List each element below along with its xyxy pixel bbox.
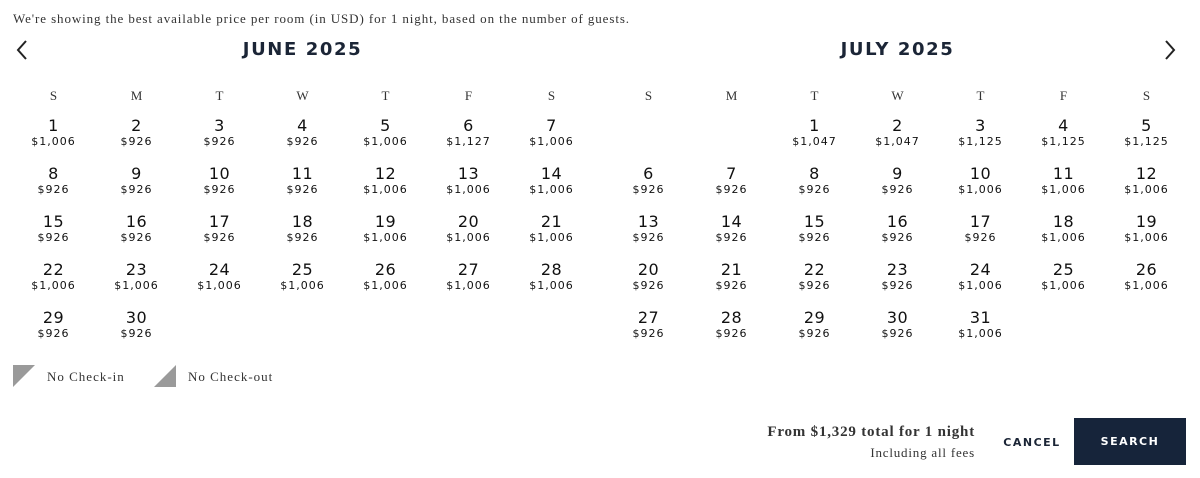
calendar-day[interactable] [178, 163, 261, 207]
calendar-day[interactable] [427, 163, 510, 207]
day-price: $926 [632, 327, 665, 340]
calendar-day[interactable] [856, 307, 939, 351]
day-price: $926 [881, 327, 914, 340]
legend-label: No Check-in [47, 369, 125, 384]
day-number: 13 [457, 164, 480, 183]
day-number: 2 [131, 116, 142, 135]
day-price: $1,006 [114, 279, 159, 292]
no-checkout-triangle-icon [154, 365, 176, 387]
day-price: $1,006 [1041, 231, 1086, 244]
day-price: $1,006 [446, 183, 491, 196]
day-price: $926 [632, 183, 665, 196]
day-number: 4 [297, 116, 308, 135]
calendar-day[interactable] [261, 163, 344, 207]
calendar-day[interactable] [856, 163, 939, 207]
day-price: $1,006 [529, 279, 574, 292]
day-price: $1,127 [446, 135, 491, 148]
day-number: 2 [892, 116, 903, 135]
weekday-header: W [296, 88, 309, 103]
day-number: 27 [637, 308, 660, 327]
day-price: $926 [203, 183, 236, 196]
weekday-header: W [891, 88, 904, 103]
day-number: 23 [125, 260, 148, 279]
day-price: $1,006 [529, 135, 574, 148]
day-price: $926 [286, 183, 319, 196]
day-price: $926 [798, 327, 831, 340]
day-number: 14 [540, 164, 563, 183]
day-number: 21 [720, 260, 743, 279]
calendar-day[interactable] [12, 115, 95, 159]
day-number: 29 [803, 308, 826, 327]
day-price: $926 [798, 183, 831, 196]
day-number: 24 [208, 260, 231, 279]
calendar-day[interactable] [510, 259, 593, 303]
calendar-day[interactable] [690, 163, 773, 207]
price-note: We're showing the best available price per room (in USD) for 1 night, based on the number of guests. [13, 11, 630, 26]
day-number: 19 [374, 212, 397, 231]
day-number: 30 [886, 308, 909, 327]
day-price: $926 [120, 183, 153, 196]
day-price: $926 [715, 183, 748, 196]
calendar-day[interactable] [856, 259, 939, 303]
day-number: 26 [1135, 260, 1158, 279]
day-number: 30 [125, 308, 148, 327]
calendar-day[interactable] [690, 307, 773, 351]
day-price: $926 [632, 231, 665, 244]
weekday-header: S [49, 88, 58, 103]
calendar-day[interactable] [427, 115, 510, 159]
day-price: $1,006 [958, 279, 1003, 292]
day-price: $1,047 [792, 135, 837, 148]
day-number: 1 [809, 116, 820, 135]
day-price: $926 [881, 279, 914, 292]
weekday-header: S [644, 88, 653, 103]
day-number: 25 [1052, 260, 1075, 279]
day-number: 19 [1135, 212, 1158, 231]
calendar-day[interactable] [690, 259, 773, 303]
day-number: 13 [637, 212, 660, 231]
day-number: 23 [886, 260, 909, 279]
calendar-day[interactable] [1022, 259, 1105, 303]
day-number: 11 [291, 164, 314, 183]
calendar-day[interactable] [95, 211, 178, 255]
calendar-day[interactable] [95, 307, 178, 351]
calendar-day[interactable] [12, 211, 95, 255]
day-number: 18 [1052, 212, 1075, 231]
day-number: 4 [1058, 116, 1069, 135]
weekday-header: T [976, 88, 985, 103]
fees-note: Including all fees [870, 445, 975, 460]
day-number: 26 [374, 260, 397, 279]
day-number: 21 [540, 212, 563, 231]
calendar-day[interactable] [690, 211, 773, 255]
weekday-header: F [1059, 88, 1068, 103]
day-price: $926 [715, 279, 748, 292]
weekday-header: M [130, 88, 143, 103]
day-number: 25 [291, 260, 314, 279]
day-price: $1,006 [1041, 183, 1086, 196]
calendar-day[interactable] [607, 211, 690, 255]
calendar-day[interactable] [1105, 259, 1188, 303]
legend-label: No Check-out [188, 369, 274, 384]
day-price: $1,125 [1041, 135, 1086, 148]
calendar-day[interactable] [344, 259, 427, 303]
day-price: $1,006 [31, 135, 76, 148]
calendar-day[interactable] [1022, 115, 1105, 159]
day-number: 24 [969, 260, 992, 279]
day-price: $926 [798, 231, 831, 244]
day-number: 22 [42, 260, 65, 279]
day-price: $1,006 [363, 135, 408, 148]
calendar-day[interactable] [1105, 115, 1188, 159]
calendar-day[interactable] [510, 211, 593, 255]
calendar-day[interactable] [95, 115, 178, 159]
day-number: 15 [803, 212, 826, 231]
day-price: $926 [881, 183, 914, 196]
total-price: From $1,329 total for 1 night [767, 424, 975, 440]
day-price: $1,125 [958, 135, 1003, 148]
price-summary [767, 424, 975, 461]
day-price: $1,006 [31, 279, 76, 292]
calendar-day[interactable] [1105, 211, 1188, 255]
calendar-day[interactable] [773, 115, 856, 159]
day-price: $1,006 [529, 183, 574, 196]
day-number: 17 [969, 212, 992, 231]
search-button[interactable]: SEARCH [1074, 418, 1186, 465]
day-number: 8 [809, 164, 820, 183]
calendar-day[interactable] [261, 211, 344, 255]
calendar-day[interactable] [344, 115, 427, 159]
calendar-day[interactable] [12, 259, 95, 303]
day-price: $926 [37, 231, 70, 244]
day-price: $1,006 [446, 279, 491, 292]
day-number: 18 [291, 212, 314, 231]
day-number: 9 [892, 164, 903, 183]
day-price: $1,006 [363, 279, 408, 292]
day-number: 28 [720, 308, 743, 327]
calendar-day[interactable] [1022, 163, 1105, 207]
day-price: $926 [715, 327, 748, 340]
day-number: 16 [886, 212, 909, 231]
weekday-header: S [1142, 88, 1151, 103]
calendar-day[interactable] [773, 211, 856, 255]
day-number: 28 [540, 260, 563, 279]
calendar-day[interactable] [178, 211, 261, 255]
day-number: 1 [48, 116, 59, 135]
weekday-header: M [725, 88, 738, 103]
day-price: $926 [798, 279, 831, 292]
day-number: 6 [643, 164, 654, 183]
day-price: $926 [632, 279, 665, 292]
day-number: 6 [463, 116, 474, 135]
calendar-day[interactable] [773, 307, 856, 351]
calendar-day[interactable] [12, 307, 95, 351]
day-price: $926 [715, 231, 748, 244]
calendar-day[interactable] [939, 115, 1022, 159]
calendar-day[interactable] [178, 259, 261, 303]
day-price: $926 [203, 135, 236, 148]
day-price: $926 [120, 327, 153, 340]
calendar-day[interactable] [1022, 211, 1105, 255]
day-price: $1,006 [1124, 231, 1169, 244]
day-price: $1,006 [1041, 279, 1086, 292]
day-number: 3 [975, 116, 986, 135]
day-number: 10 [208, 164, 231, 183]
day-number: 5 [1141, 116, 1152, 135]
day-number: 7 [726, 164, 737, 183]
day-price: $926 [37, 183, 70, 196]
day-price: $926 [120, 231, 153, 244]
day-number: 3 [214, 116, 225, 135]
calendar-day[interactable] [261, 115, 344, 159]
day-price: $1,006 [958, 327, 1003, 340]
calendar-day[interactable] [939, 307, 1022, 351]
day-number: 20 [457, 212, 480, 231]
weekday-header: T [215, 88, 224, 103]
day-number: 15 [42, 212, 65, 231]
day-number: 10 [969, 164, 992, 183]
weekday-header: T [381, 88, 390, 103]
day-price: $1,006 [529, 231, 574, 244]
day-price: $1,006 [1124, 183, 1169, 196]
day-number: 8 [48, 164, 59, 183]
day-number: 9 [131, 164, 142, 183]
calendar-day[interactable] [510, 115, 593, 159]
no-checkin-triangle-icon [13, 365, 35, 387]
day-price: $926 [286, 135, 319, 148]
calendar-day[interactable] [856, 115, 939, 159]
calendar-day[interactable] [344, 163, 427, 207]
day-number: 12 [374, 164, 397, 183]
weekday-header: S [547, 88, 556, 103]
day-price: $1,006 [1124, 279, 1169, 292]
day-price: $1,047 [875, 135, 920, 148]
day-price: $1,006 [197, 279, 242, 292]
day-number: 7 [546, 116, 557, 135]
day-price: $926 [37, 327, 70, 340]
month-title: JULY 2025 [840, 39, 955, 60]
day-number: 16 [125, 212, 148, 231]
weekday-header: F [464, 88, 473, 103]
calendar-day[interactable] [95, 163, 178, 207]
month-title: JUNE 2025 [242, 39, 363, 60]
weekday-header: T [810, 88, 819, 103]
day-number: 12 [1135, 164, 1158, 183]
day-number: 17 [208, 212, 231, 231]
day-price: $1,006 [363, 231, 408, 244]
day-number: 29 [42, 308, 65, 327]
day-price: $1,006 [363, 183, 408, 196]
day-price: $1,006 [280, 279, 325, 292]
calendar-day[interactable] [510, 163, 593, 207]
calendar-day[interactable] [1105, 163, 1188, 207]
calendar-day[interactable] [607, 163, 690, 207]
day-number: 31 [969, 308, 992, 327]
calendar-day[interactable] [939, 211, 1022, 255]
calendar-day[interactable] [344, 211, 427, 255]
day-number: 22 [803, 260, 826, 279]
calendar-day[interactable] [856, 211, 939, 255]
calendar-day[interactable] [427, 211, 510, 255]
day-number: 11 [1052, 164, 1075, 183]
day-price: $926 [286, 231, 319, 244]
calendar-day[interactable] [427, 259, 510, 303]
calendar-day[interactable] [178, 115, 261, 159]
calendar-day[interactable] [12, 163, 95, 207]
day-price: $926 [120, 135, 153, 148]
calendar-day[interactable] [95, 259, 178, 303]
day-price: $926 [964, 231, 997, 244]
calendar-day[interactable] [773, 259, 856, 303]
cancel-button[interactable]: CANCEL [998, 430, 1066, 454]
calendar-day[interactable] [261, 259, 344, 303]
day-price: $1,125 [1124, 135, 1169, 148]
calendar-day[interactable] [939, 163, 1022, 207]
calendar-day[interactable] [773, 163, 856, 207]
calendar-day[interactable] [939, 259, 1022, 303]
day-number: 5 [380, 116, 391, 135]
day-price: $1,006 [958, 183, 1003, 196]
day-number: 14 [720, 212, 743, 231]
calendar-day[interactable] [607, 259, 690, 303]
day-price: $1,006 [446, 231, 491, 244]
day-price: $926 [881, 231, 914, 244]
calendar-day[interactable] [607, 307, 690, 351]
day-number: 27 [457, 260, 480, 279]
day-price: $926 [203, 231, 236, 244]
day-number: 20 [637, 260, 660, 279]
